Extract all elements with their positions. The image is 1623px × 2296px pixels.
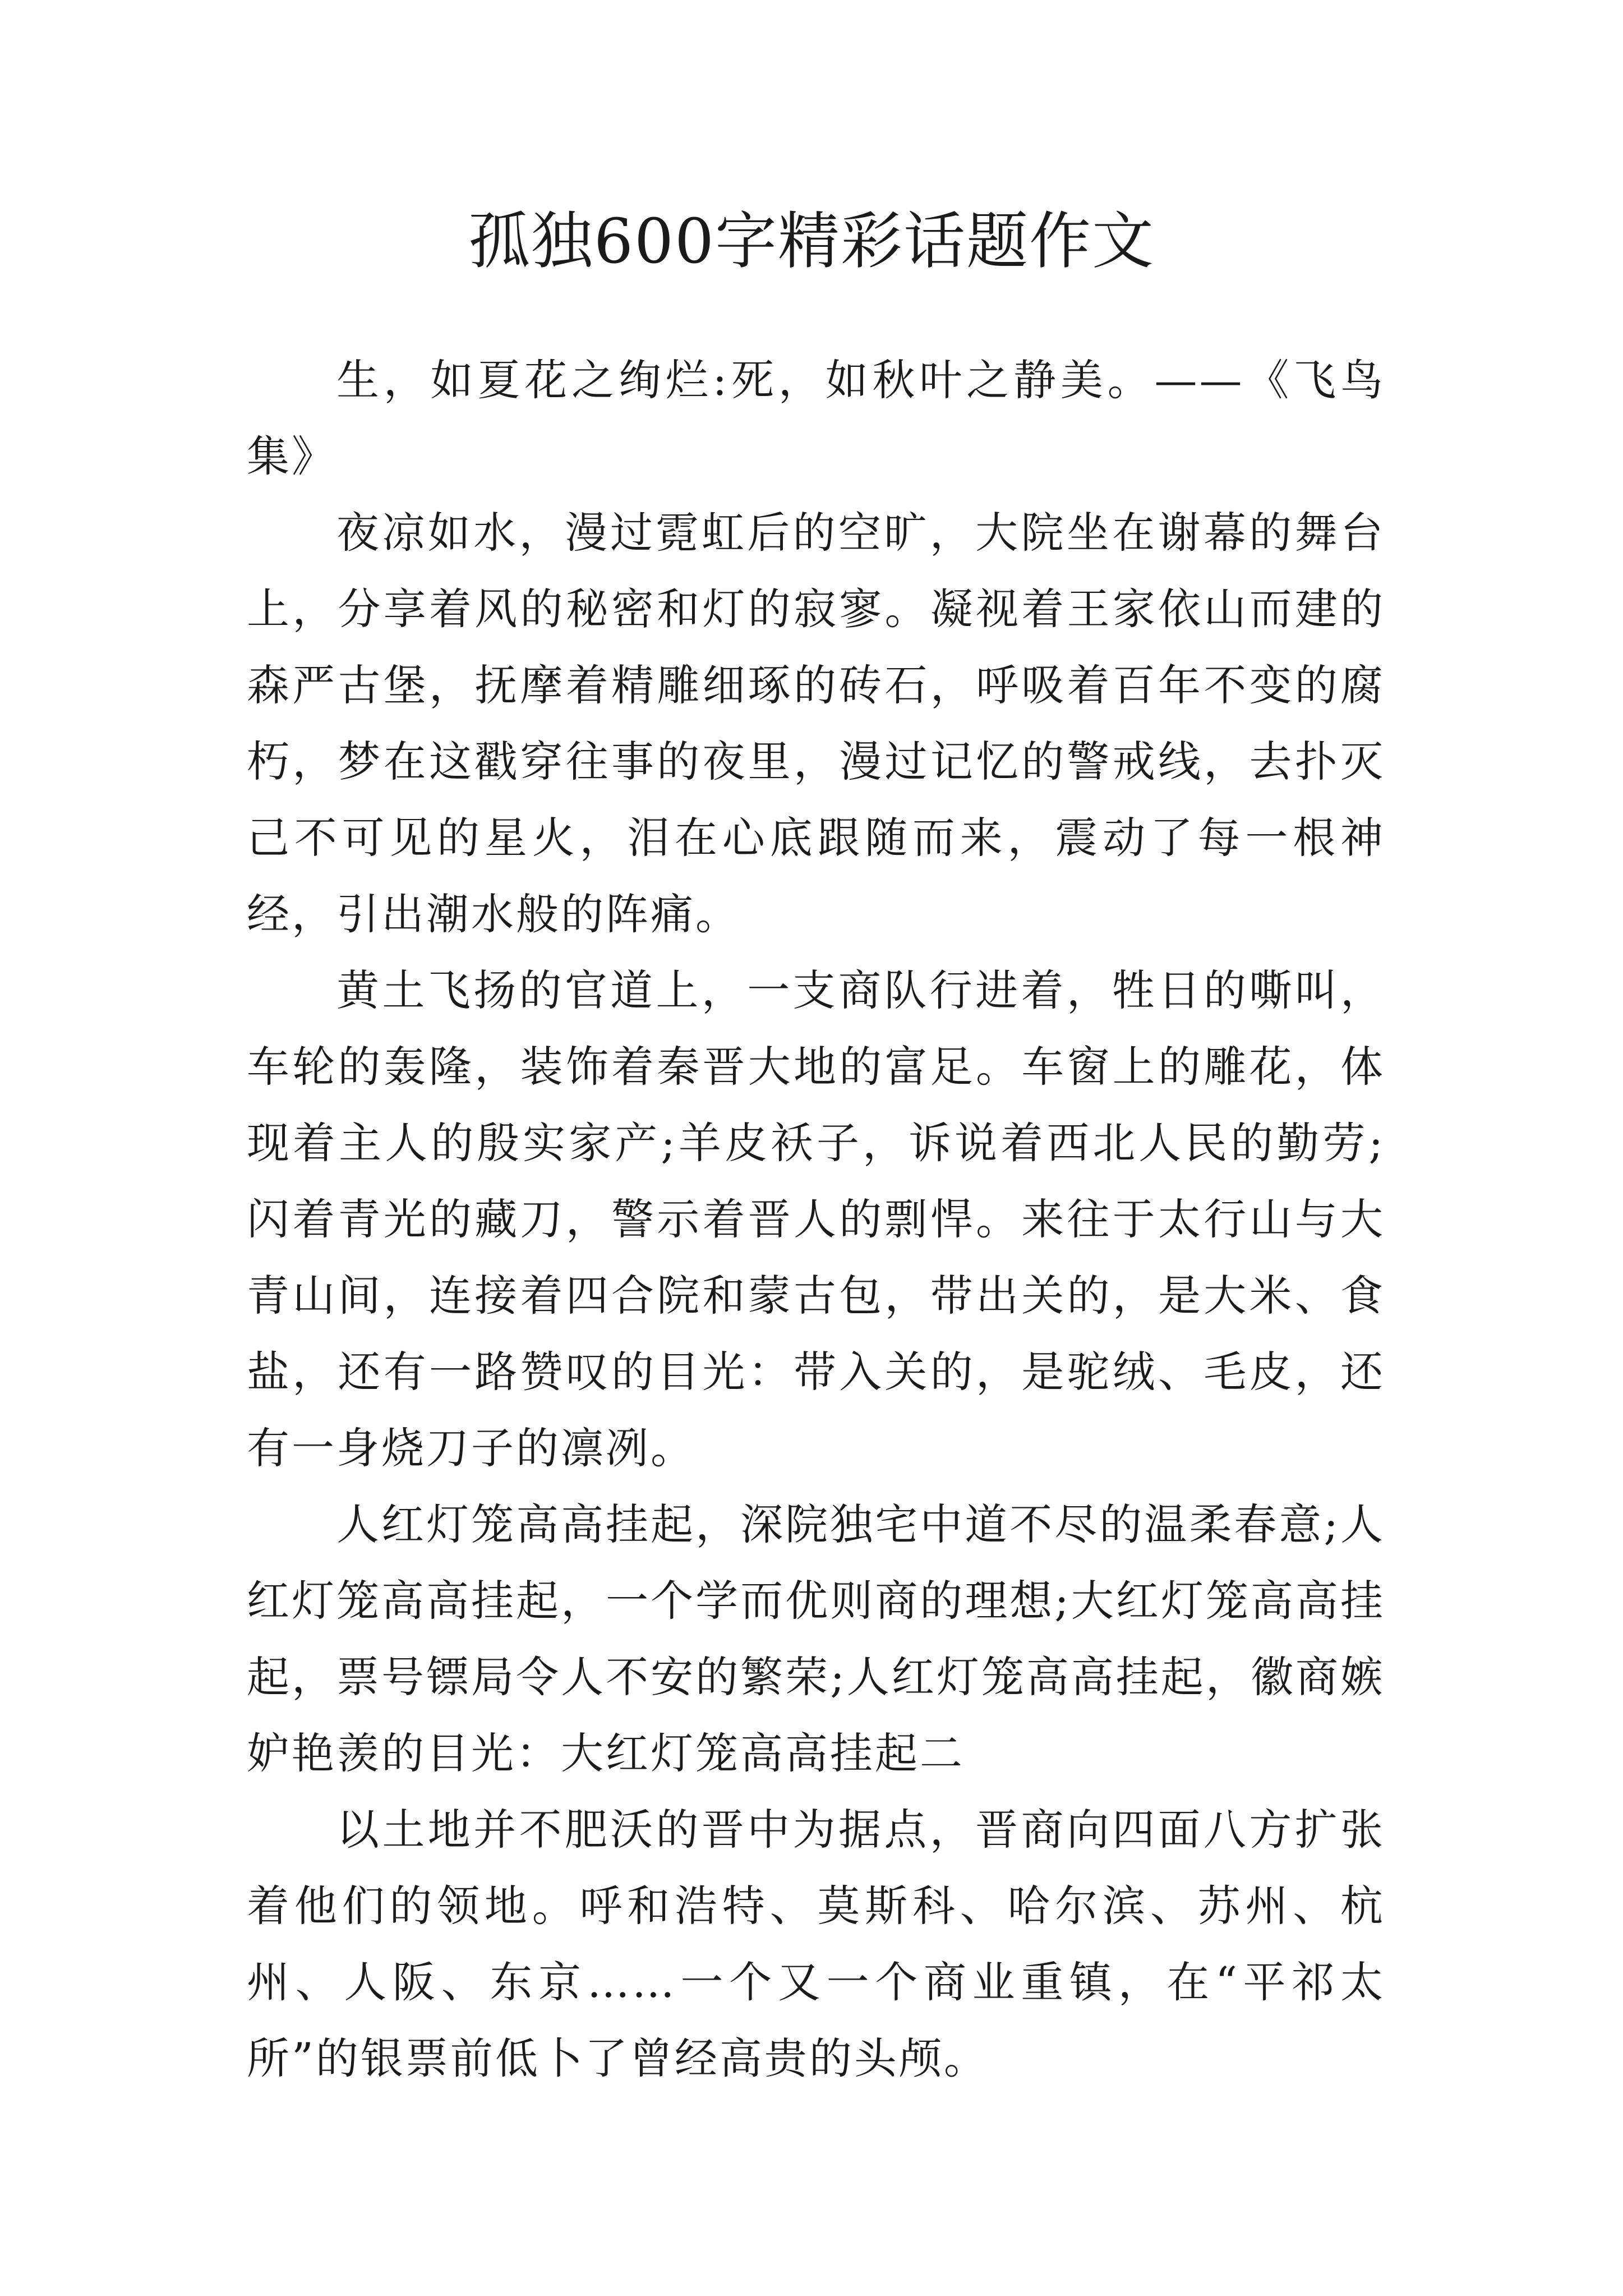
- paragraph: 夜凉如水，漫过霓虹后的空旷，大院坐在谢幕的舞台上，分享着风的秘密和灯的寂寥。凝视着王家依山而建的森严古堡，抚摩着精雕细琢的砖石，呼吸着百年不变的腐朽，梦在这戳穿往事的夜里，漫过记忆的警戒线，去扑灭己不可见的星火，泪在心底跟随而来，震动了每一根神经，引出潮水般的阵痛。: [247, 508, 1385, 939]
- paragraph: 生，如夏花之绚烂:死，如秋叶之静美。——《飞鸟集》: [247, 355, 1385, 481]
- paragraph: 黄土飞扬的官道上，一支商队行进着，牲日的嘶叫，车轮的轰隆，装饰着秦晋大地的富足。车窗上的雕花，体现着主人的殷实家产;羊皮袄子，诉说着西北人民的勤劳;闪着青光的藏刀，警示着晋人的剽悍。来往于太行山与大青山间，连接着四合院和蒙古包，带出关的，是大米、食盐，还有一路赞叹的目光：带入关的，是驼绒、毛皮，还有一身烧刀子的凛冽。: [247, 965, 1385, 1473]
- paragraph: 以土地并不肥沃的晋中为据点，晋商向四面八方扩张着他们的领地。呼和浩特、莫斯科、哈尔滨、苏州、杭州、人阪、东京……一个又一个商业重镇，在“平祁太所”的银票前低卜了曾经高贵的头颅。: [247, 1805, 1385, 2083]
- document-title: 孤独600字精彩话题作文: [468, 205, 1155, 277]
- paragraph: 人红灯笼高高挂起，深院独宅中道不尽的温柔春意;人红灯笼高高挂起，一个学而优则商的理想;大红灯笼高高挂起，票号镖局令人不安的繁荣;人红灯笼高高挂起，徽商嫉妒艳羡的目光：大红灯笼高高挂起二: [247, 1499, 1385, 1778]
- document-body: [247, 342, 1385, 2097]
